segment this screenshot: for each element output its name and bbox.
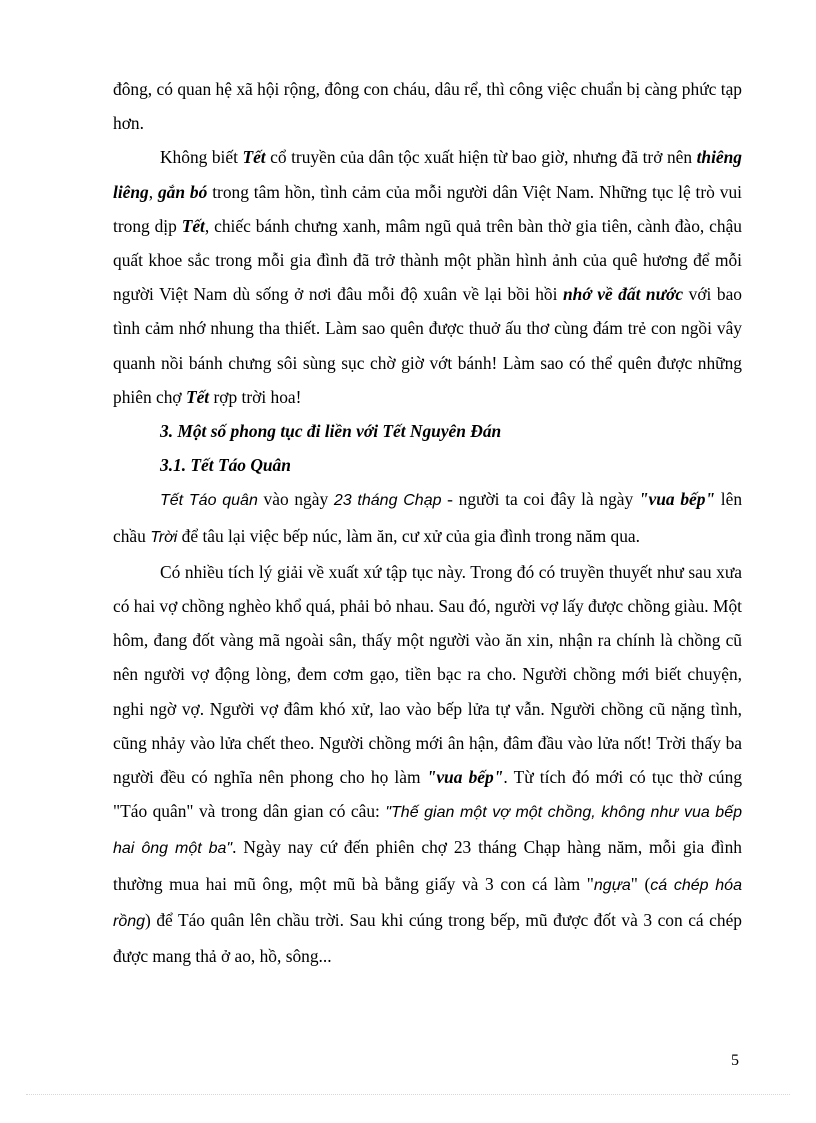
text-run: , [148, 181, 158, 202]
text-run: Có nhiều tích lý giải về xuất xứ tập tục này. Trong đó có truyền thuyết như sau xưa có hai vợ chồng nghèo khổ quá, phải bỏ nhau. Sau đó, người vợ lấy được chồng giàu. Một hôm, đang đốt vàng mã ngoài sân, thấy một người vào ăn xin, nhận ra chính là chồng cũ nên người vợ động lòng, đem cơm gạo, tiền bạc ra cho. Người chồng mới biết chuyện, nghi ngờ vợ. Người vợ đâm khó xử, lao vào bếp lửa tự vẫn. Người chồng cũ nặng tình, cũng nhảy vào lửa chết theo. Người chồng mới ân hận, đâm đầu vào lửa nốt! Trời thấy ba người đều có nghĩa nên phong cho họ làm [113, 561, 742, 788]
section-heading-3-1: 3.1. Tết Táo Quân [160, 455, 291, 476]
italic-troi: Trời [150, 528, 178, 546]
emphasis-nho-ve-dat-nuoc: nhớ về đất nước [563, 284, 684, 305]
emphasis-gan-bo: gắn bó [157, 181, 208, 202]
text-run: Không biết [160, 147, 243, 168]
text-run: - người ta coi đây là ngày [441, 489, 639, 510]
paragraph-tao-quan-date [113, 482, 742, 554]
text-run: để tâu lại việc bếp núc, làm ăn, cư xử của gia đình trong năm qua. [177, 525, 640, 546]
text-run: . Từ tích đó mới có tục thờ cúng "Táo quân" và trong dân gian có câu: [113, 767, 743, 822]
text-run: , chiếc bánh chưng xanh, mâm ngũ quả trên bàn thờ gia tiên, cành đào, chậu quất khoe sắc trong mỗi gia đình đã trở thành một phần hình ảnh của quê hương để mỗi người Việt Nam dù sống ở nơi đâu mỗi độ xuân về lại bồi hồi [113, 215, 742, 305]
text-run: lên chầu [113, 489, 743, 546]
emphasis-tet: Tết [181, 215, 205, 236]
italic-tet-tao-quan: Tết Táo quân [160, 492, 258, 510]
emphasis-vua-bep: "vua bếp" [426, 767, 504, 788]
emphasis-vua-bep: "vua bếp" [638, 489, 716, 510]
text-run: rợp trời hoa! [209, 386, 302, 407]
page-number: 5 [731, 1052, 739, 1069]
italic-date: 23 tháng Chạp [333, 492, 442, 510]
italic-ca-chep-hoa-rong: cá chép hóa rồng [113, 876, 742, 930]
italic-quote: "Thế gian một vợ một chồng, không như vua bếp hai ông một ba" [113, 804, 743, 858]
section-heading-3: 3. Một số phong tục đi liền với Tết Nguyên Đán [160, 421, 502, 442]
text-run: cổ truyền của dân tộc xuất hiện từ bao giờ, nhưng đã trở nên [265, 147, 697, 168]
paragraph-tet-meaning [113, 140, 742, 414]
text-run: . Ngày nay cứ đến phiên chợ 23 tháng Chạp hàng năm, mỗi gia đình thường mua hai mũ ông, một mũ bà bằng giấy và 3 con cá làm " [113, 837, 742, 894]
italic-ngua: ngựa [593, 876, 631, 894]
text-run: trong tâm hồn, tình cảm của mỗi người dân Việt Nam. Những tục lệ trò vui trong dịp [113, 181, 742, 236]
text-run: " ( [630, 873, 651, 894]
paragraph-intro [113, 72, 742, 140]
emphasis-tet: Tết [242, 147, 266, 168]
emphasis-thieng-lieng: thiêng liêng [113, 147, 742, 202]
paragraph-legend [113, 555, 742, 973]
text-run: với bao tình cảm nhớ nhung tha thiết. Làm sao quên được thuở ấu thơ cùng đám trẻ con ngồi vây quanh nồi bánh chưng sôi sùng sục chờ giờ vớt bánh! Làm sao có thể quên được những phiên chợ [113, 284, 742, 407]
text-run: ) để Táo quân lên chầu trời. Sau khi cúng trong bếp, mũ được đốt và 3 con cá chép được mang thả ở ao, hồ, sông... [113, 909, 742, 967]
text-run: vào ngày [257, 489, 334, 510]
page-bottom-divider [26, 1094, 790, 1095]
body-text [113, 72, 742, 973]
emphasis-tet: Tết [185, 386, 210, 407]
paragraph-intro-text: đông, có quan hệ xã hội rộng, đông con cháu, dâu rể, thì công việc chuẩn bị càng phức tạp hơn. [113, 79, 742, 134]
